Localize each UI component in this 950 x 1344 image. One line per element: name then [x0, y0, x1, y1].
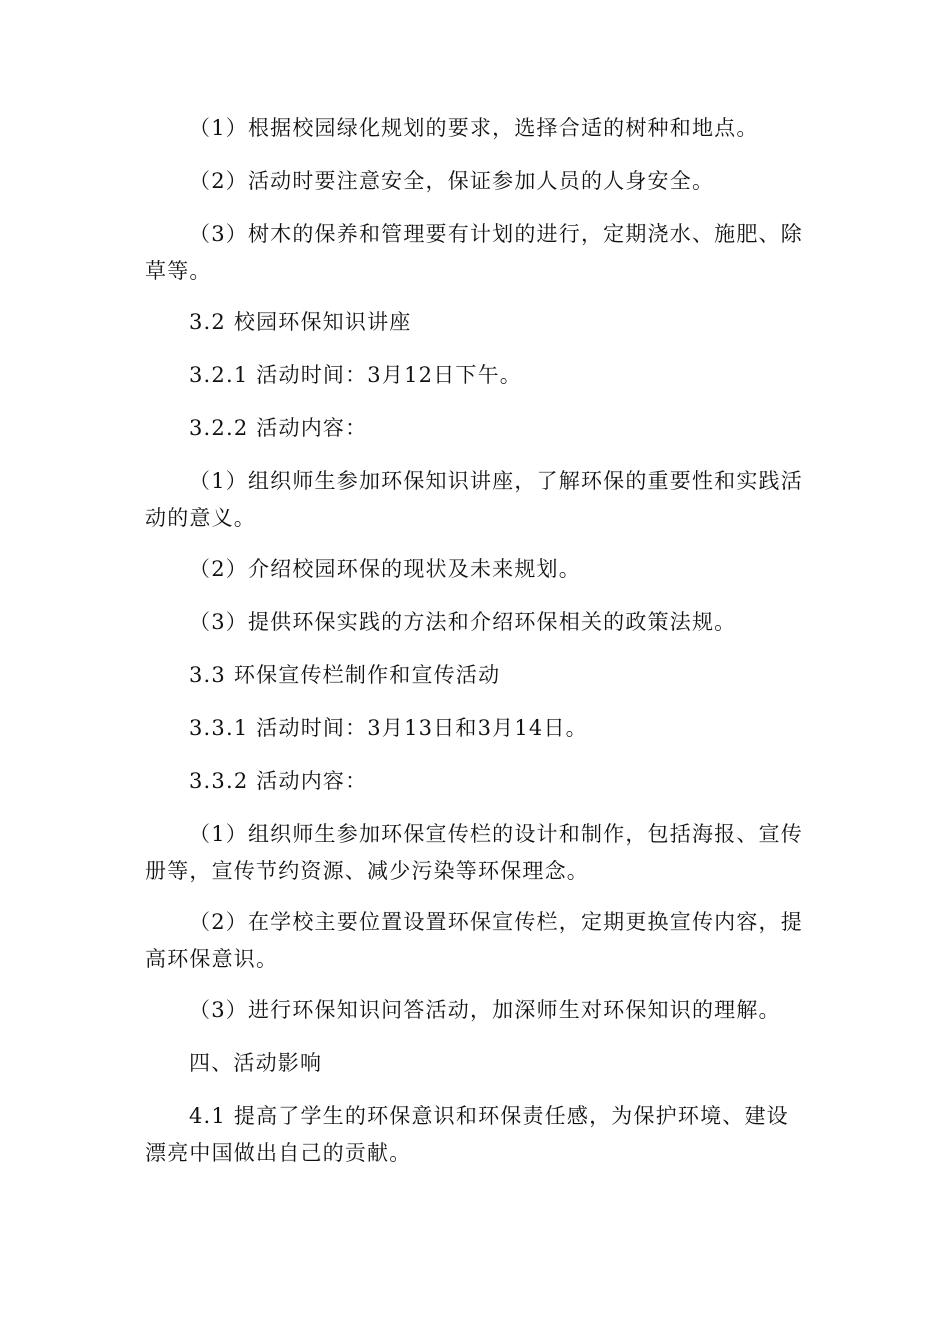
paragraph-board-item-2: （2）在学校主要位置设置环保宣传栏，定期更换宣传内容，提高环保意识。	[145, 910, 803, 971]
section-heading-3-2: 3.2 校园环保知识讲座	[189, 310, 412, 334]
section-heading-3-3: 3.3 环保宣传栏制作和宣传活动	[189, 663, 501, 687]
paragraph-impact-4-1: 4.1 提高了学生的环保意识和环保责任感，为保护环境、建设漂亮中国做出自己的贡献。	[145, 1104, 789, 1165]
paragraph-board-item-3: （3）进行环保知识问答活动，加深师生对环保知识的理解。	[189, 998, 781, 1022]
section-heading-4: 四、活动影响	[189, 1051, 323, 1075]
paragraph-lecture-item-3: （3）提供环保实践的方法和介绍环保相关的政策法规。	[189, 610, 737, 634]
paragraph-planting-rule-3: （3）树木的保养和管理要有计划的进行，定期浇水、施肥、除草等。	[145, 222, 803, 283]
paragraph-lecture-item-1: （1）组织师生参加环保知识讲座，了解环保的重要性和实践活动的意义。	[145, 469, 803, 530]
paragraph-board-content-heading: 3.3.2 活动内容：	[189, 769, 368, 793]
paragraph-board-item-1: （1）组织师生参加环保宣传栏的设计和制作，包括海报、宣传册等，宣传节约资源、减少污染等环保理念。	[145, 822, 803, 883]
paragraph-lecture-time: 3.2.1 活动时间：3月12日下午。	[189, 363, 522, 387]
paragraph-planting-rule-1: （1）根据校园绿化规划的要求，选择合适的树种和地点。	[189, 116, 759, 140]
paragraph-planting-rule-2: （2）活动时要注意安全，保证参加人员的人身安全。	[189, 169, 715, 193]
paragraph-lecture-item-2: （2）介绍校园环保的现状及未来规划。	[189, 557, 581, 581]
paragraph-lecture-content-heading: 3.2.2 活动内容：	[189, 416, 368, 440]
document-body	[145, 110, 810, 1172]
paragraph-board-time: 3.3.1 活动时间：3月13日和3月14日。	[189, 716, 588, 740]
